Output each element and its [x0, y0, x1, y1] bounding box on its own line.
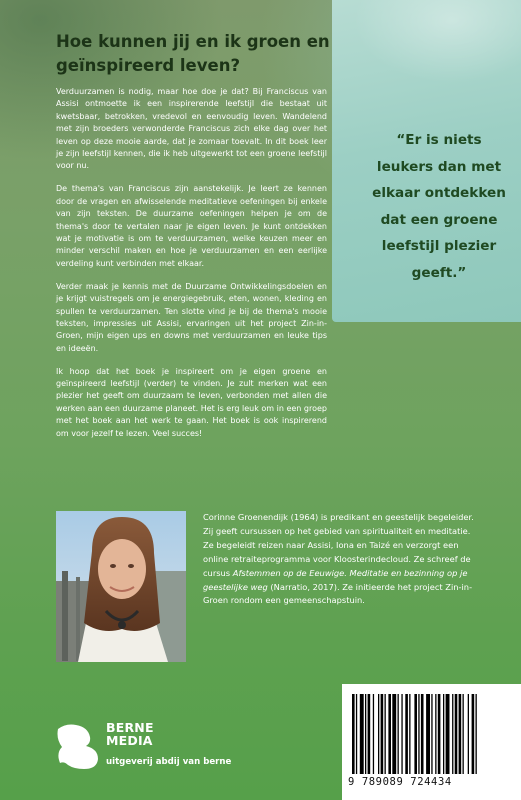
barcode-bar: [409, 694, 410, 774]
publisher-name-line-2: MEDIA: [106, 733, 153, 748]
author-bio-course-title: Afstemmen op de Eeuwige. Meditatie en bezinning op je geestelijke weg: [203, 567, 468, 592]
author-bio: [203, 511, 475, 608]
blurb-paragraph-1: Verduurzamen is nodig, maar hoe doe je dat? Bij Franciscus van Assisi ontmoette ik een inspirerende leefstijl die bestaat uit kwetsbaar, betrokken, vredevol en eenvoudig leven. Wandelend met zijn broeders verwonderde Franciscus zich elke dag over het leven op deze mooie aarde, dat je zomaar toevalt. In dit boek leer je zijn leefstijl kennen, die ik heb uitgewerkt tot een groene leefstijl voor nu.: [56, 87, 327, 171]
title-line-2: geïnspireerd leven?: [56, 56, 241, 75]
barcode-bar: [378, 694, 379, 774]
author-bio-text-2: (Narratio, 2017). Ze initieerde het project Zin-in-Groen rondom een gemeenschapstuin.: [203, 581, 473, 606]
barcode-bar: [459, 694, 462, 774]
barcode-bar: [426, 694, 430, 774]
barcode-bar: [352, 694, 355, 774]
publisher-logo-icon: [54, 719, 106, 771]
barcode-bar: [472, 694, 475, 774]
barcode-bar: [365, 694, 366, 774]
barcode-bar: [360, 694, 364, 774]
author-bio-text-1: Corinne Groenendijk (1964) is predikant en geestelijk begeleider. Zij geeft cursussen op het gebied van spiritualiteit en meditatie. Ze begeleidt reizen naar Assisi, Iona en Taizé en verzorgt een online retraiteprogramma voor Kloosterindecloud. Ze schreef de cursus: [203, 512, 474, 578]
barcode-bar: [455, 694, 458, 774]
barcode-bar: [392, 694, 396, 774]
barcode-bar: [435, 694, 436, 774]
barcode-bar: [438, 694, 441, 774]
barcode-bar: [431, 694, 432, 774]
book-title: [56, 30, 346, 78]
barcode-bar: [368, 694, 371, 774]
barcode-bar: [414, 694, 417, 774]
barcode-bar: [463, 694, 464, 774]
author-photo: [56, 511, 186, 662]
barcode-bar: [373, 694, 374, 774]
barcode-bar: [405, 694, 408, 774]
barcode-bar: [398, 694, 399, 774]
barcode-bar: [421, 694, 424, 774]
publisher-name: [106, 721, 154, 747]
barcode-bars: [342, 684, 521, 776]
barcode-bar: [381, 694, 384, 774]
blurb-paragraph-4: Ik hoop dat het boek je inspireert om je eigen groene en geïnspireerd leefstijl (verder) te vinden. Je zult merken wat een plezier het geeft om duurzaam te leven, verbonden met allen die werken aan een duurzame planeet. Het is erg leuk om in een groep met het boek aan het werk te gaan. Het boek is ook inspirerend om voor jezelf te lezen. Veel succes!: [56, 366, 327, 438]
barcode-bar: [385, 694, 386, 774]
barcode-bar: [443, 694, 444, 774]
barcode-bar: [418, 694, 419, 774]
blurb-paragraph-2: De thema's van Franciscus zijn aanstekelijk. Je leert ze kennen door de vragen en afwisselende meditatieve oefeningen bij enkele van zijn teksten. De duurzame oefeningen helpen je om de thema's door te vertalen naar je eigen leven. Je kunt ontdekken wat je motivatie is om te verduurzamen, welke keuzen meer en minder verschil maken en hoe je verduurzamen en een eerlijke verdeling kunt verbinden met elkaar.: [56, 184, 327, 268]
blurb-paragraph-3: Verder maak je kennis met de Duurzame Ontwikkelingsdoelen en je krijgt vuistregels om je energiegebruik, eten, wonen, kleding en spullen te verduurzamen. Ten slotte vind je bij de thema's mooie teksten, impressies uit Assisi, ervaringen uit het project Zin-in-Groen, mijn eigen ups en downs met verduurzamen en leuke tips en ideeën.: [56, 281, 327, 353]
isbn-number: 9 789089 724434: [348, 776, 452, 788]
barcode-bar: [401, 694, 402, 774]
publisher-name-line-1: BERNE: [106, 720, 154, 735]
barcode-bar: [356, 694, 357, 774]
publisher-subtitle: uitgeverij abdij van berne: [106, 757, 232, 767]
title-line-1: Hoe kunnen jij en ik groen en: [56, 32, 330, 51]
pull-quote: “Er is niets leukers dan met elkaar ontdekken dat een groene leefstijl plezier geeft.”: [372, 132, 506, 281]
barcode-bar: [446, 694, 450, 774]
barcode-bar: [388, 694, 391, 774]
barcode-bar: [452, 694, 453, 774]
blurb: [56, 86, 327, 451]
barcode-bar: [476, 694, 477, 774]
barcode-bar: [468, 694, 469, 774]
